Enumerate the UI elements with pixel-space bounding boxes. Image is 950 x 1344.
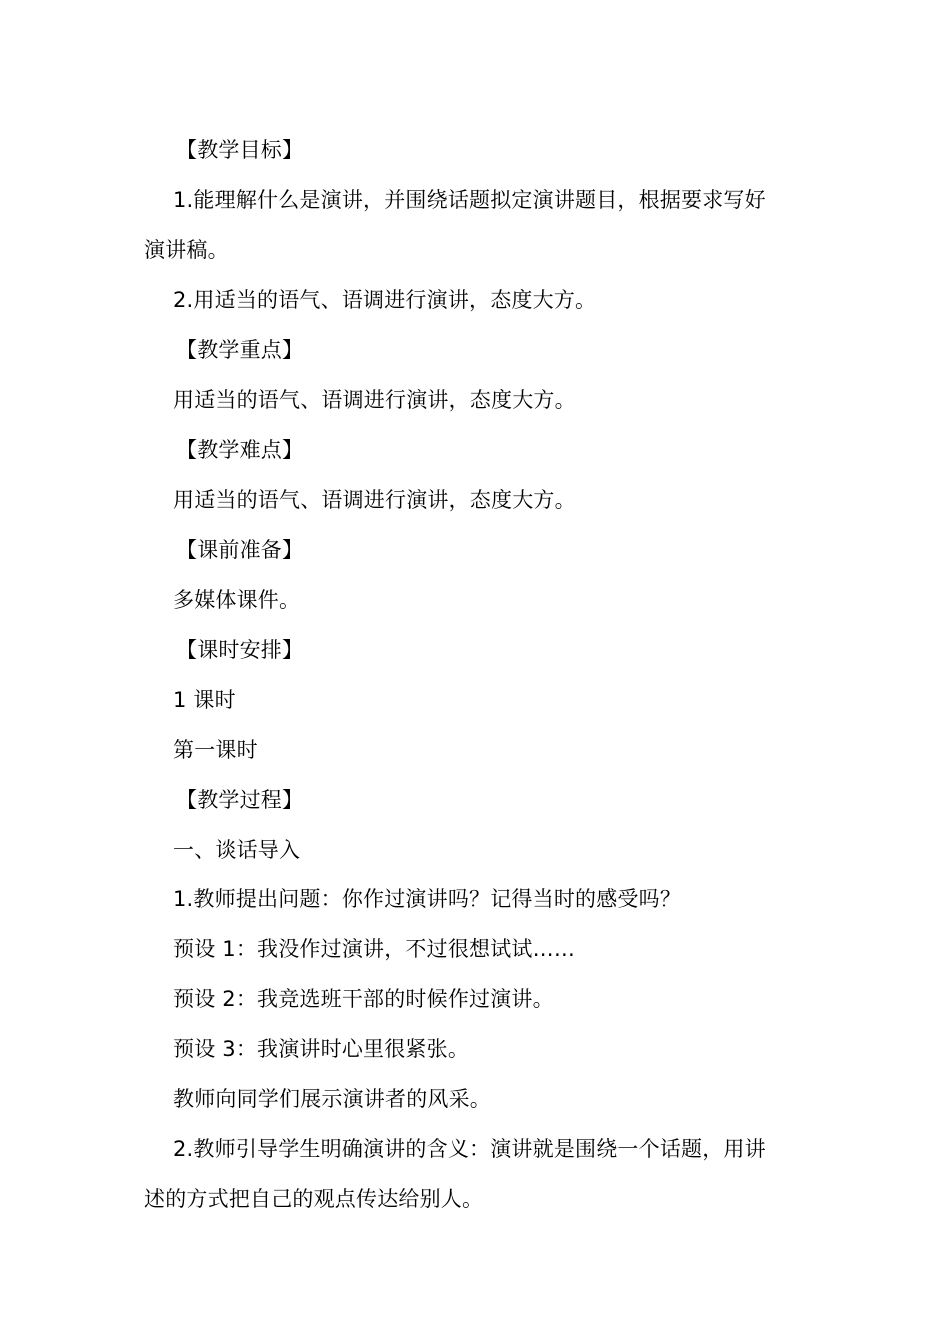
section-heading-key-points: 【教学重点】 [176, 338, 304, 362]
paragraph-preset-2: 预设 2：我竞选班干部的时候作过演讲。 [173, 987, 554, 1011]
paragraph-teacher-show: 教师向同学们展示演讲者的风采。 [173, 1087, 491, 1111]
section-heading-schedule: 【课时安排】 [176, 638, 304, 662]
paragraph-objective-1-cont: 演讲稿。 [144, 238, 229, 262]
section-heading-preparation: 【课前准备】 [176, 538, 304, 562]
paragraph-first-lesson: 第一课时 [173, 738, 258, 762]
paragraph-objective-2: 2.用适当的语气、语调进行演讲，态度大方。 [173, 288, 597, 312]
section-heading-objectives: 【教学目标】 [176, 138, 304, 162]
subheading-intro: 一、谈话导入 [173, 838, 301, 862]
section-heading-difficulties: 【教学难点】 [176, 438, 304, 462]
paragraph-objective-1: 1.能理解什么是演讲，并围绕话题拟定演讲题目，根据要求写好 [173, 188, 766, 212]
paragraph-key-points: 用适当的语气、语调进行演讲，态度大方。 [173, 388, 576, 412]
paragraph-definition: 2.教师引导学生明确演讲的含义：演讲就是围绕一个话题，用讲 [173, 1137, 766, 1161]
paragraph-preset-3: 预设 3：我演讲时心里很紧张。 [173, 1037, 470, 1061]
paragraph-preparation: 多媒体课件。 [173, 588, 301, 612]
paragraph-question: 1.教师提出问题：你作过演讲吗？记得当时的感受吗？ [173, 887, 682, 911]
paragraph-difficulties: 用适当的语气、语调进行演讲，态度大方。 [173, 488, 576, 512]
section-heading-process: 【教学过程】 [176, 788, 304, 812]
paragraph-preset-1: 预设 1：我没作过演讲，不过很想试试…… [173, 937, 576, 961]
paragraph-definition-cont: 述的方式把自己的观点传达给别人。 [144, 1187, 484, 1211]
paragraph-schedule: 1 课时 [173, 688, 236, 712]
